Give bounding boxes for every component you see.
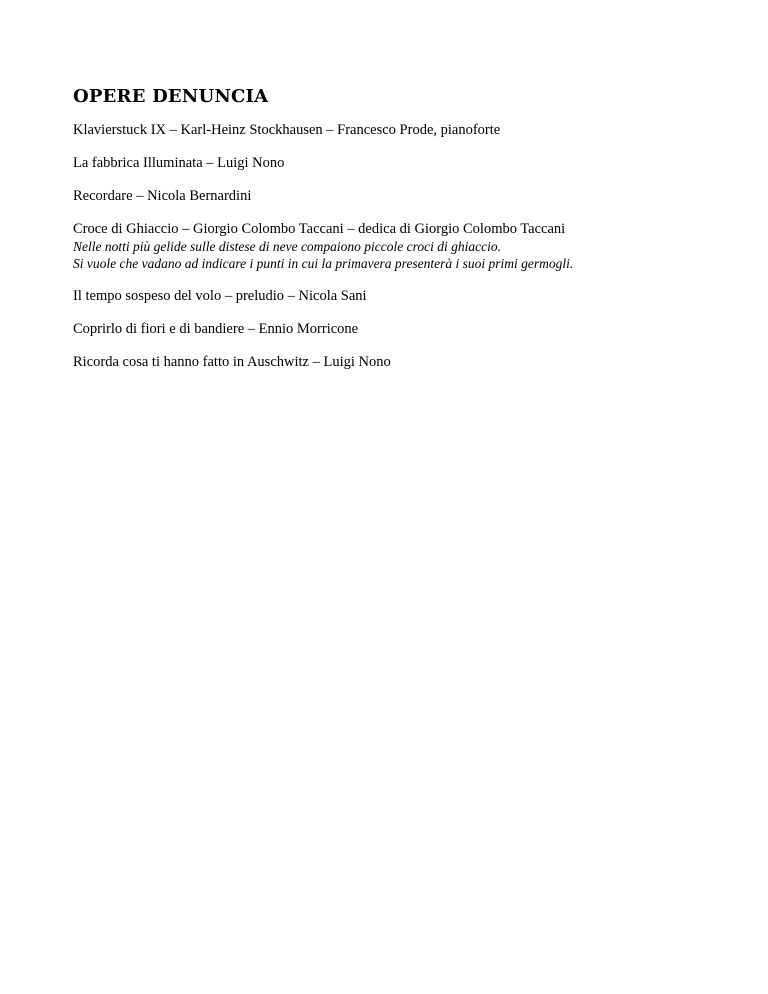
work-title: Klavierstuck IX – Karl-Heinz Stockhausen – Francesco Prode, pianoforte bbox=[73, 122, 501, 138]
work-entry bbox=[73, 188, 723, 205]
work-title: Coprirlo di fiori e di bandiere – Ennio Morricone bbox=[73, 321, 359, 337]
work-entry bbox=[73, 288, 723, 305]
work-entry bbox=[73, 321, 723, 338]
work-entry bbox=[73, 122, 723, 139]
document-page bbox=[73, 86, 723, 387]
work-entry bbox=[73, 221, 723, 272]
dedication-note-line: Nelle notti più gelide sulle distese di neve compaiono piccole croci di ghiaccio. bbox=[73, 239, 502, 254]
work-title: Croce di Ghiaccio – Giorgio Colombo Taccani – dedica di Giorgio Colombo Taccani bbox=[73, 221, 566, 237]
work-title: Ricorda cosa ti hanno fatto in Auschwitz – Luigi Nono bbox=[73, 354, 391, 370]
page-title: OPERE DENUNCIA bbox=[73, 86, 269, 107]
dedication-note-line: Si vuole che vadano ad indicare i punti in cui la primavera presenterà i suoi primi germogli. bbox=[73, 256, 574, 271]
work-title: Recordare – Nicola Bernardini bbox=[73, 188, 252, 204]
work-title: Il tempo sospeso del volo – preludio – Nicola Sani bbox=[73, 288, 367, 304]
work-entry bbox=[73, 354, 723, 371]
work-entry bbox=[73, 155, 723, 172]
work-title: La fabbrica Illuminata – Luigi Nono bbox=[73, 155, 285, 171]
